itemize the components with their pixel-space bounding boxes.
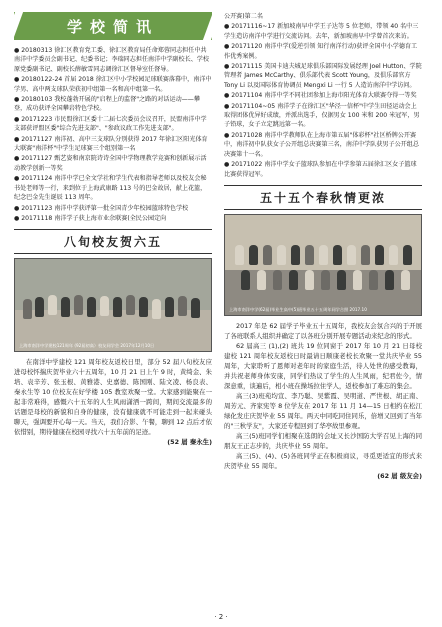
paragraph: 高三(5)、(4)、(5)各班同学正在积极商议，寻觅更适宜的形式来庆贺毕业 55 周年。 bbox=[224, 451, 422, 470]
news-item: ● 20171028 南洋中学教师队在上海市第五届"体彩杯"社区桥牌公开赛中，南洋初中队获女子公开组总决赛第三名，南洋中学队获男子公开组总决赛第十一名。 bbox=[224, 131, 419, 158]
news-item: 公开赛)第二名 bbox=[224, 13, 263, 20]
banner-title: 学校简讯 bbox=[66, 17, 159, 36]
news-item: ● 20171123 南洋中学获评第一批全国青少年校园篮球特色学校 bbox=[14, 204, 189, 212]
paragraph: 在南洋中学建校 121 周年校友返校日里，部分 52 届八旬校友应进母校怀揣庆贺毕业六十五周年，10 月 21 日上午 9 时，黄绮金、朱培、袁辛芳、张玉根、黄雅港、史嘉德、陈国刚、陆文凌、杨良表、秦永生等 10 位校友在好学楼 105 教室欢聚一堂。大家感到能聚在一起非常难得，感慨六十五年的人生风雨潇洒一跨间，期间交流最多的话题是母校的新貌和自身的健康，没有健康就不可能走到一起来碰头聊天，强调要开心每一天。当天，我们合影、午餐，聊到 12 点后才依依惜别，期待健康在校园寻找六十五年前的足迹。 bbox=[14, 358, 212, 437]
article-body-right bbox=[224, 321, 422, 481]
photo-caption: 上海市南洋中学建校121周年 (92届初高）校友同学会 2017年12月10日 bbox=[19, 343, 155, 349]
article-title-right: 五十五个春秋情更浓 bbox=[224, 185, 422, 210]
news-item: ● 20180122-24 首届 2018 徐汇区中小学校园足球联赛落幕中，南洋中学男、高中两支球队荣获初中组第一名和高中组第一名。 bbox=[14, 76, 212, 93]
news-item: ● 20171127 南洋初、高中三支球队分别获得 2017 年徐汇区阳光体育大联赛"南洋杯"中学生足球赛三个组别第一名 bbox=[14, 135, 208, 153]
news-item: ● 20171127 甄艺姿和南京院诗诗全国中学物理教学竞赛和创新展示活动教学创新一等奖 bbox=[14, 155, 207, 172]
article-title-left: 八旬校友贺六五 bbox=[14, 229, 212, 254]
paragraph: 高三(3)班苑均宣、李乃聪、吴紫霞、吴明道、严世根、胡正南、周芳元、齐家宪等 8 位学友在 2017 年 11 月 14—15 日相约在松江绿化发庄庆贺毕业 55 周年。两天中同吃同住同乐，倍增又回到了当年的"三秋学友"，大家还专程回到了华亭故里参观。 bbox=[224, 391, 422, 430]
group-photo-right bbox=[224, 214, 422, 316]
news-list-right bbox=[224, 12, 422, 179]
news-item: ● 20171118 南洋学子获上海市业余联赛(全民公园定向 bbox=[14, 214, 167, 222]
left-column bbox=[14, 12, 212, 447]
group-photo-left bbox=[14, 258, 212, 352]
news-item: ● 20171022 南洋中学女子篮球队参加在中学参第五届徐汇区女子篮球比赛获得冠军。 bbox=[224, 161, 417, 178]
news-list-left bbox=[14, 46, 212, 223]
news-item: ● 20180103 我校蓬勃开展的"启程上的监督"之路的对话运动——攀登，成功获评全国攀岩特色学校。 bbox=[14, 96, 200, 113]
news-item: ● 20180313 徐汇区教育党工委、徐汇区教育局任命郑蓉同志担任中共南洋中学委员会副书记、纪委书记；李瑞同志担任南洋中学副校长、学校原党委副书记、副校长薛敏雪同志调徐汇区督导室任督导。 bbox=[14, 47, 209, 73]
paragraph: 62 届高三 (1),(2) 班共 19 位同窗于 2017 年 10 月 21 日母校建校 121 周年校友返校日时最请日顺康老校长欢聚一堂共庆毕业 55 周年，大家聆听了恩师对老年时的家庭生活，待人处世的感受教诲，并共祝老师身体安康，同学们热议了学生的人生风雨，纪君佐今，情深意重，谈遍后，相小班在操场拉住学人，返校参加了难忘的集会。 bbox=[224, 341, 422, 390]
news-item: ● 20171120 南洋中学(爱逆引领 知行南洋行动)获评全国中小学德育工作优秀案例。 bbox=[224, 43, 418, 60]
news-item: ● 20171104~05 南洋学子在徐汇区"华泾一信杯"中学生田径运动会上取得团体优异好成绩，并派出选手，仅据男女 100 米和 200 米冠军，男子铅球，女子立定跳远第一名。 bbox=[224, 102, 420, 129]
paragraph: 高三(5)班同学们相聚在选朗的会址又长沙国防大学召见上海的同朋友王正志步的，共庆毕业 55 周年。 bbox=[224, 431, 422, 450]
page-number: · 2 · bbox=[214, 613, 228, 621]
signature: (52 届 秦永生) bbox=[167, 438, 212, 447]
news-item: ● 20171223 市民盟徐汇区委十二届七次委员会议召开，民盟南洋中学支部获评盟区委"综合先进支部"、"参政议政工作先进支部"。 bbox=[14, 115, 207, 133]
right-column bbox=[224, 12, 422, 481]
photo-caption: 上海市南洋中学(62届)毕业生高中(5)班毕业五十五周年同学合照 2017.10 bbox=[229, 306, 367, 312]
news-item: ● 20171116~17 新加坡南早中学王子达等 5 位老师，带领 40 名中三学生造访南洋中学进行交流访问。去年，新加坡南早中学曾首次来访。 bbox=[224, 23, 419, 40]
news-item: ● 20171115 美国卡迪夫城足球俱乐部国际发展经理 Joel Hutton、学院管理者 James McCarthy、俱乐部代表 Scott Young，及俱乐部官方 Tony Li 以及国际体育协调员 Mengxi Li 一行 5 人造访南洋中学访问。 bbox=[224, 63, 422, 89]
news-item: ● 20171104 南洋中学不同社团参加上海市阳光体育大联赛夺得一等奖 bbox=[224, 92, 417, 100]
article-body-left bbox=[14, 357, 212, 447]
news-item: ● 20171124 南洋中学已全文学社和学生代表和指导老师以及校友会秘书处老师等一行，来到位于上海武康路 113 号的巴金故居，献上花篮，纪念巴金先生诞辰 113 周年。 bbox=[14, 175, 207, 202]
paragraph: 2017 年是 62 届学子毕业五十五周年，我校友会氛合兴的于开展了各班联系人组织并确定了以各班分别开展专题活动来纪念的形式。 bbox=[224, 321, 422, 340]
news-banner bbox=[14, 12, 212, 40]
signature: (62 届 级友会) bbox=[377, 471, 422, 480]
